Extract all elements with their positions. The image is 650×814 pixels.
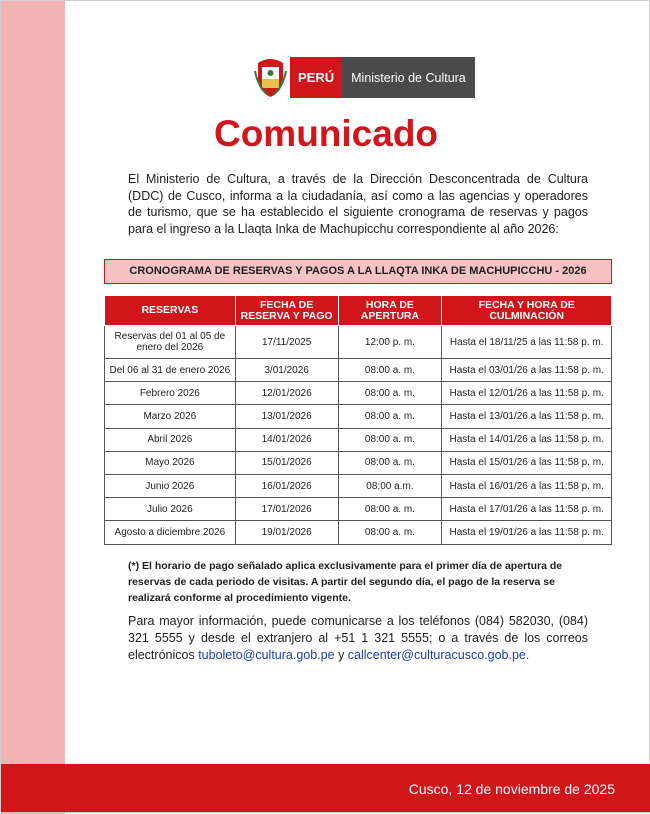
cell-reservas: Abril 2026 <box>105 428 236 451</box>
cell-culminacion: Hasta el 16/01/26 a las 11:58 p. m. <box>442 474 612 497</box>
cell-culminacion: Hasta el 17/01/26 a las 11:58 p. m. <box>442 498 612 521</box>
cell-fecha: 12/01/2026 <box>235 382 338 405</box>
email-link-callcenter[interactable]: callcenter@culturacusco.gob.pe. <box>347 648 530 662</box>
payment-note: (*) El horario de pago señalado aplica exclusivamente para el primer día de apertura de reservas de cada periodo de visitas. A partir del segundo día, el pago de la reserva se realizará conforme al procedimiento vigente. <box>128 560 563 604</box>
header-reservas: RESERVAS <box>105 296 236 326</box>
header-hora-apertura: HORA DE APERTURA <box>338 296 442 326</box>
cell-fecha: 17/11/2025 <box>235 326 338 359</box>
cell-hora: 08:00 a.m. <box>338 474 442 497</box>
cell-reservas: Reservas del 01 al 05 de enero del 2026 <box>105 326 236 359</box>
cell-reservas: Febrero 2026 <box>105 382 236 405</box>
header-fecha-reserva: FECHA DE RESERVA Y PAGO <box>235 296 338 326</box>
cell-hora: 08:00 a. m. <box>338 498 442 521</box>
schedule-banner: CRONOGRAMA DE RESERVAS Y PAGOS A LA LLAQTA INKA DE MACHUPICCHU - 2026 <box>104 259 612 284</box>
cell-fecha: 19/01/2026 <box>235 521 338 544</box>
cell-culminacion: Hasta el 03/01/26 a las 11:58 p. m. <box>442 359 612 382</box>
cell-hora: 08:00 a. m. <box>338 382 442 405</box>
cell-culminacion: Hasta el 12/01/26 a las 11:58 p. m. <box>442 382 612 405</box>
header-fecha-culminacion: FECHA Y HORA DE CULMINACIÓN <box>442 296 612 326</box>
cell-hora: 12:00 p. m. <box>338 326 442 359</box>
table-row <box>105 359 612 382</box>
cell-culminacion: Hasta el 15/01/26 a las 11:58 p. m. <box>442 451 612 474</box>
email-link-tuboleto[interactable]: tuboleto@cultura.gob.pe <box>198 648 335 662</box>
logo-country-label: PERÚ <box>290 57 342 98</box>
schedule-table <box>104 295 612 545</box>
cell-reservas: Del 06 al 31 de enero 2026 <box>105 359 236 382</box>
cell-fecha: 16/01/2026 <box>235 474 338 497</box>
ministry-logo <box>254 57 475 98</box>
cell-culminacion: Hasta el 13/01/26 a las 11:58 p. m. <box>442 405 612 428</box>
cell-hora: 08:00 a. m. <box>338 521 442 544</box>
cell-fecha: 15/01/2026 <box>235 451 338 474</box>
cell-hora: 08:00 a. m. <box>338 405 442 428</box>
table-row <box>105 382 612 405</box>
logo-ministry-label: Ministerio de Cultura <box>342 57 475 98</box>
cell-culminacion: Hasta el 18/11/25 a las 11:58 p. m. <box>442 326 612 359</box>
cell-reservas: Agosto a diciembre 2026 <box>105 521 236 544</box>
schedule-header-row <box>105 296 612 326</box>
page-title: Comunicado <box>213 113 439 154</box>
table-row <box>105 498 612 521</box>
contact-paragraph <box>128 613 588 664</box>
table-row <box>105 405 612 428</box>
contact-joiner: y <box>334 648 348 662</box>
cell-hora: 08:00 a. m. <box>338 451 442 474</box>
table-row <box>105 326 612 359</box>
cell-reservas: Mayo 2026 <box>105 451 236 474</box>
cell-reservas: Marzo 2026 <box>105 405 236 428</box>
cell-fecha: 17/01/2026 <box>235 498 338 521</box>
intro-paragraph: El Ministerio de Cultura, a través de la Dirección Desconcentrada de Cultura (DDC) de Cusco, informa a la ciudadanía, así como a las agencias y operadores de turismo, que se ha establecido el siguiente cronograma de reservas y pagos para el ingreso a la Llaqta Inka de Machupicchu correspondiente al año 2026: <box>128 172 588 236</box>
table-row <box>105 521 612 544</box>
table-row <box>105 428 612 451</box>
table-row <box>105 474 612 497</box>
coat-of-arms-icon <box>254 57 287 98</box>
cell-culminacion: Hasta el 14/01/26 a las 11:58 p. m. <box>442 428 612 451</box>
footer-date: Cusco, 12 de noviembre de 2025 <box>408 781 615 797</box>
contact-text: Para mayor información, puede comunicarse a los teléfonos (084) 582030, (084) 321 5555 y desde el extranjero al +51 1 321 5555; o a través de los correos electrónicos <box>128 614 588 662</box>
cell-hora: 08:00 a. m. <box>338 359 442 382</box>
cell-fecha: 14/01/2026 <box>235 428 338 451</box>
cell-fecha: 3/01/2026 <box>235 359 338 382</box>
table-row <box>105 451 612 474</box>
cell-hora: 08:00 a. m. <box>338 428 442 451</box>
cell-culminacion: Hasta el 19/01/26 a las 11:58 p. m. <box>442 521 612 544</box>
cell-fecha: 13/01/2026 <box>235 405 338 428</box>
cell-reservas: Junio 2026 <box>105 474 236 497</box>
cell-reservas: Julio 2026 <box>105 498 236 521</box>
